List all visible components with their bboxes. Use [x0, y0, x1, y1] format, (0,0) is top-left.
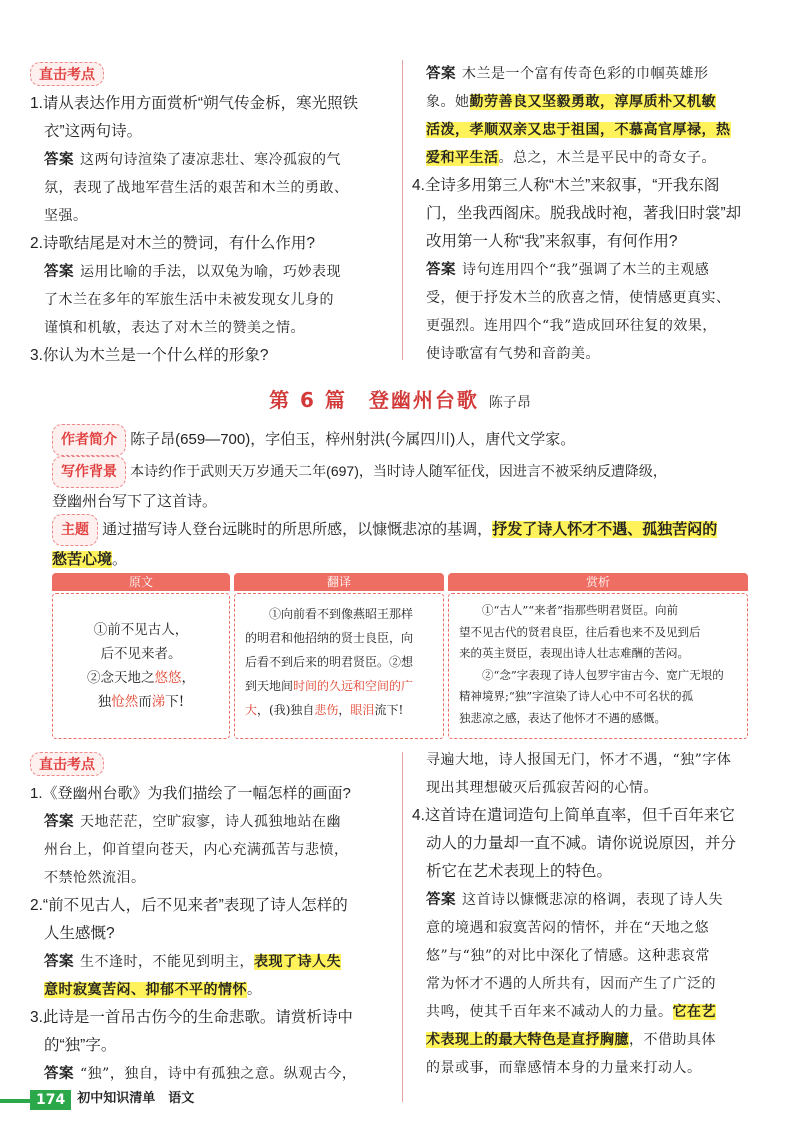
question-3: 3.你认为木兰是一个什么样的形象?	[30, 347, 269, 364]
question-b3: 3.此诗是一首吊古伤今的生命悲歌。请赏析诗中 的“独”字。	[30, 1009, 353, 1054]
header-translation: 翻译	[234, 573, 444, 591]
right-column-top	[412, 60, 774, 368]
author-intro: 作者简介 陈子昂(659—700)，字伯玉，梓州射洪(今属四川)人，唐代文学家。	[52, 424, 752, 456]
key-points-tag-2: 直击考点	[30, 752, 104, 776]
translation-panel: ①向前看不到像燕昭王那样 的明君和他招纳的贤士良臣，向 后看不到后来的明君贤臣。②想 到天地间时间的久远和空间的广 大，(我)独自悲伤，眼泪流下!	[234, 593, 444, 739]
answer-b3-continued: 寻遍大地，诗人报国无门，怀才不遇，“独”字体 现出其理想破灭后孤寂苦闷的心情。	[426, 752, 732, 796]
appreciation-panel: ①“古人”“来者”指那些明君贤臣。向前 望不见古代的贤君良臣，往后看也来不及见到后 来的英主贤臣，表现出诗人壮志难酬的苦闷。 ②“念”字表现了诗人包罗宇宙古今、宽广无垠的 精神境界;“独”字渲染了诗人心中不可名状的孤 独悲凉之感，表达了他怀才不遇的感慨。	[448, 593, 748, 739]
question-b1: 1.《登幽州台歌》为我们描绘了一幅怎样的画面?	[30, 785, 351, 802]
question-1: 1.请从表达作用方面赏析“朔气传金柝，寒光照铁 衣”这两句诗。	[30, 95, 359, 140]
footer-bar	[0, 1099, 30, 1103]
answer-b2: 答案 生不逢时，不能见到明主，表现了诗人失 意时寂寞苦闷、抑郁不平的情怀。	[44, 954, 341, 998]
question-b4: 4.这首诗在遣词造句上简单直率，但千百年来它 动人的力量却一直不减。请你说说原因，并分 析它在艺术表现上的特色。	[412, 807, 737, 880]
column-divider-2	[402, 752, 403, 1102]
answer-1: 答案 这两句诗渲染了凄凉悲壮、寒冷孤寂的气 氛，表现了战地军营生活的艰苦和木兰的勇敢、 坚强。	[44, 152, 349, 224]
left-column-top	[30, 62, 392, 370]
left-column-bottom	[30, 752, 392, 1088]
poem-table	[52, 573, 748, 741]
book-title: 初中知识清单 语文	[77, 1091, 195, 1106]
page-number: 174	[30, 1090, 71, 1110]
theme: 主题 通过描写诗人登台远眺时的所思所感，以慷慨悲凉的基调，抒发了诗人怀才不遇、孤独苦闷的 愁苦心境。	[52, 514, 752, 574]
page-footer	[30, 1089, 194, 1109]
answer-2: 答案 运用比喻的手法，以双兔为喻，巧妙表现 了木兰在多年的军旅生活中未被发现女儿身的 谨慎和机敏，表达了对木兰的赞美之情。	[44, 264, 341, 336]
section-title: 第 6 篇 登幽州台歌 陈子昂	[269, 388, 531, 412]
question-b2: 2.“前不见古人，后不见来者”表现了诗人怎样的 人生感慨?	[30, 897, 348, 942]
answer-4: 答案 诗句连用四个“我”强调了木兰的主观感 受，便于抒发木兰的欣喜之情，使情感更真实、 更强烈。连用四个“我”造成回环往复的效果， 使诗歌富有气势和音韵美。	[426, 262, 731, 362]
header-original: 原文	[52, 573, 230, 591]
answer-3: 答案 木兰是一个富有传奇色彩的巾帼英雄形 象。她勤劳善良又坚毅勇敢，淳厚质朴又机敏 活泼，孝顺双亲又忠于祖国，不慕高官厚禄，热 爱和平生活。总之，木兰是平民中的奇女子。	[426, 66, 731, 166]
original-text-panel: ①前不见古人， 后不见来者。 ②念天地之悠悠， 独怆然而涕下!	[52, 593, 230, 739]
question-2: 2.诗歌结尾是对木兰的赞词，有什么作用?	[30, 235, 316, 252]
answer-b1: 答案 天地茫茫，空旷寂寥，诗人孤独地站在幽 州台上，仰首望向苍天，内心充满孤苦与悲愤， 不禁怆然流泪。	[44, 814, 349, 886]
answer-b4: 答案 这首诗以慷慨悲凉的格调，表现了诗人失 意的境遇和寂寞苦闷的情怀，并在“天地之悠 悠”与“独”的对比中深化了情感。这种悲哀常 常为怀才不遇的人所共有，因而产生了广泛的 共鸣，使其千百年来不减动人的力量。它在艺 术表现上的最大特色是直抒胸臆，不借助具体 的景或事，而靠感情本身的力量来打动人。	[426, 892, 723, 1076]
answer-b3: 答案 “独”，独自，诗中有孤独之意。纵观古今，	[44, 1066, 357, 1082]
right-column-bottom	[412, 746, 774, 1082]
header-appreciation: 赏析	[448, 573, 748, 591]
key-points-tag: 直击考点	[30, 62, 104, 86]
column-divider	[402, 60, 403, 360]
writing-background: 写作背景 本诗约作于武则天万岁通天二年(697)，当时诗人随军征伐，因进言不被采纳反遭降级， 登幽州台写下了这首诗。	[52, 456, 752, 516]
question-4: 4.全诗多用第三人称“木兰”来叙事，“开我东阁 门，坐我西阁床。脱我战时袍，著我旧时裳”却 改用第一人称“我”来叙事，有何作用?	[412, 177, 742, 250]
